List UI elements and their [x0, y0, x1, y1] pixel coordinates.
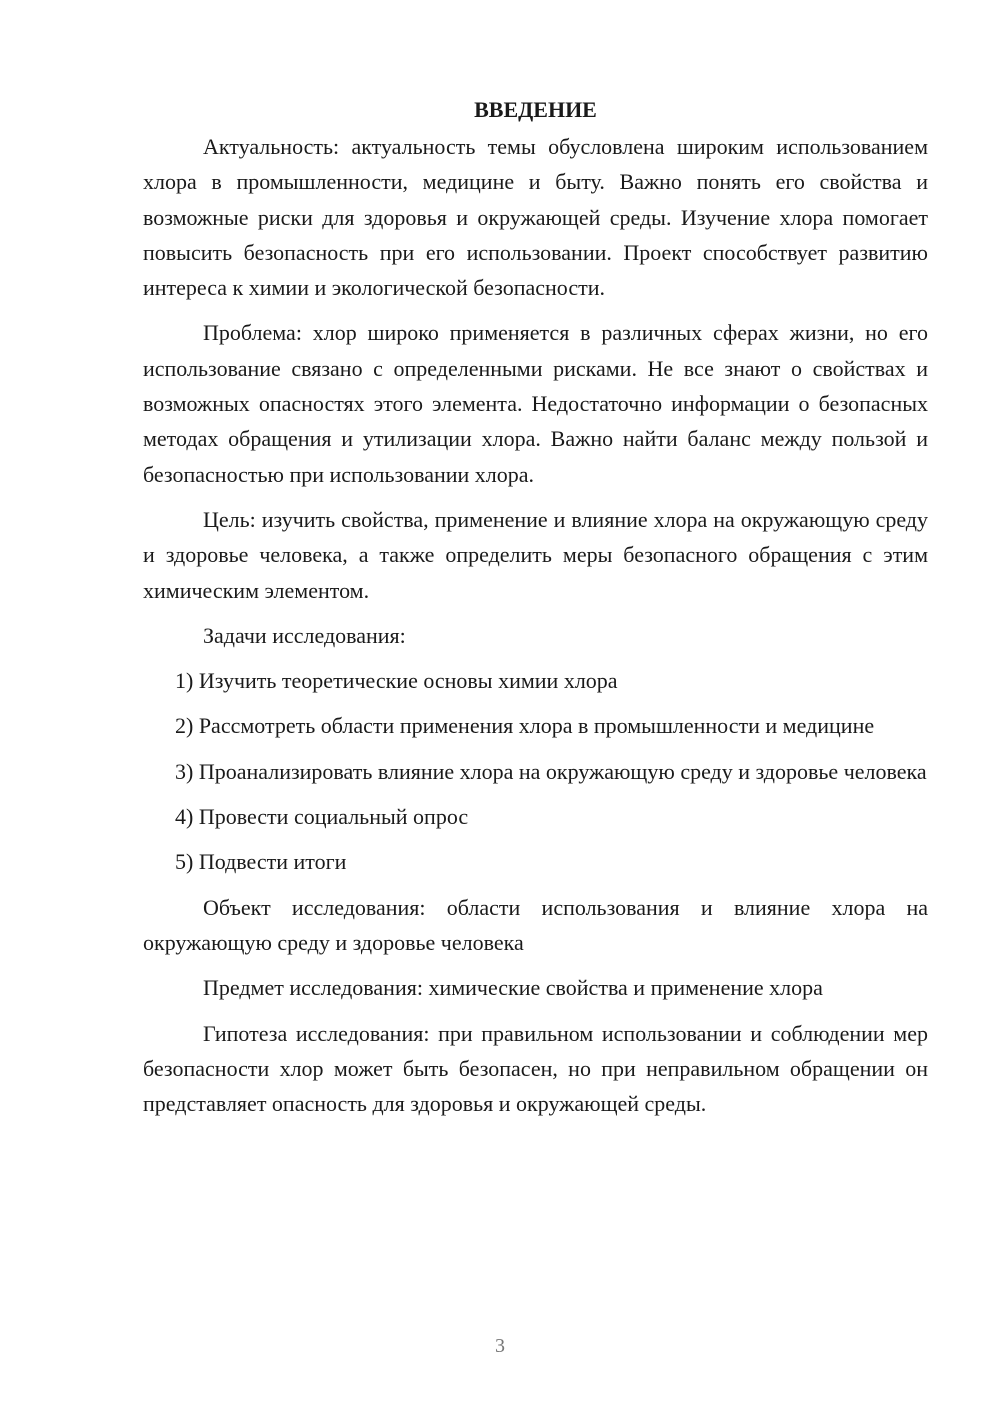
task-item: 4) Провести социальный опрос	[175, 804, 469, 830]
tasks-heading: Задачи исследования:	[203, 622, 406, 648]
tasks-list	[143, 663, 928, 879]
relevance-paragraph: Актуальность: актуальность темы обусловлена широким использованием хлора в промышленности, медицине и быту. Важно понять его свойства и возможные риски для здоровья и окружающей среды. Изучение хлора помогает повысить безопасность при его использовании. Проект способствует развитию интереса к химии и экологической безопасности.	[143, 134, 928, 301]
task-item: 2) Рассмотреть области применения хлора в промышленности и медицине	[175, 713, 875, 739]
problem-paragraph: Проблема: хлор широко применяется в различных сферах жизни, но его использование связано с определенными рисками. Не все знают о свойствах и возможных опасностях этого элемента. Недостаточно информации о безопасных методах обращения и утилизации хлора. Важно найти баланс между пользой и безопасностью при использовании хлора.	[143, 320, 928, 487]
task-item: 1) Изучить теоретические основы химии хлора	[175, 668, 618, 694]
document-page	[143, 92, 928, 1131]
task-item: 3) Проанализировать влияние хлора на окружающую среду и здоровье человека	[175, 758, 927, 784]
subject-paragraph: Предмет исследования: химические свойства и применение хлора	[203, 975, 823, 1001]
object-paragraph: Объект исследования: области использования и влияние хлора на окружающую среду и здоровье человека	[143, 894, 928, 955]
goal-paragraph: Цель: изучить свойства, применение и влияние хлора на окружающую среду и здоровье человека, а также определить меры безопасного обращения с этим химическим элементом.	[143, 506, 928, 603]
hypothesis-paragraph: Гипотеза исследования: при правильном использовании и соблюдении мер безопасности хлор может быть безопасен, но при неправильном обращении он представляет опасность для здоровья и окружающей среды.	[143, 1020, 928, 1117]
task-item: 5) Подвести итоги	[175, 849, 347, 875]
page-title: ВВЕДЕНИЕ	[474, 97, 597, 122]
page-number: 3	[495, 1335, 505, 1357]
